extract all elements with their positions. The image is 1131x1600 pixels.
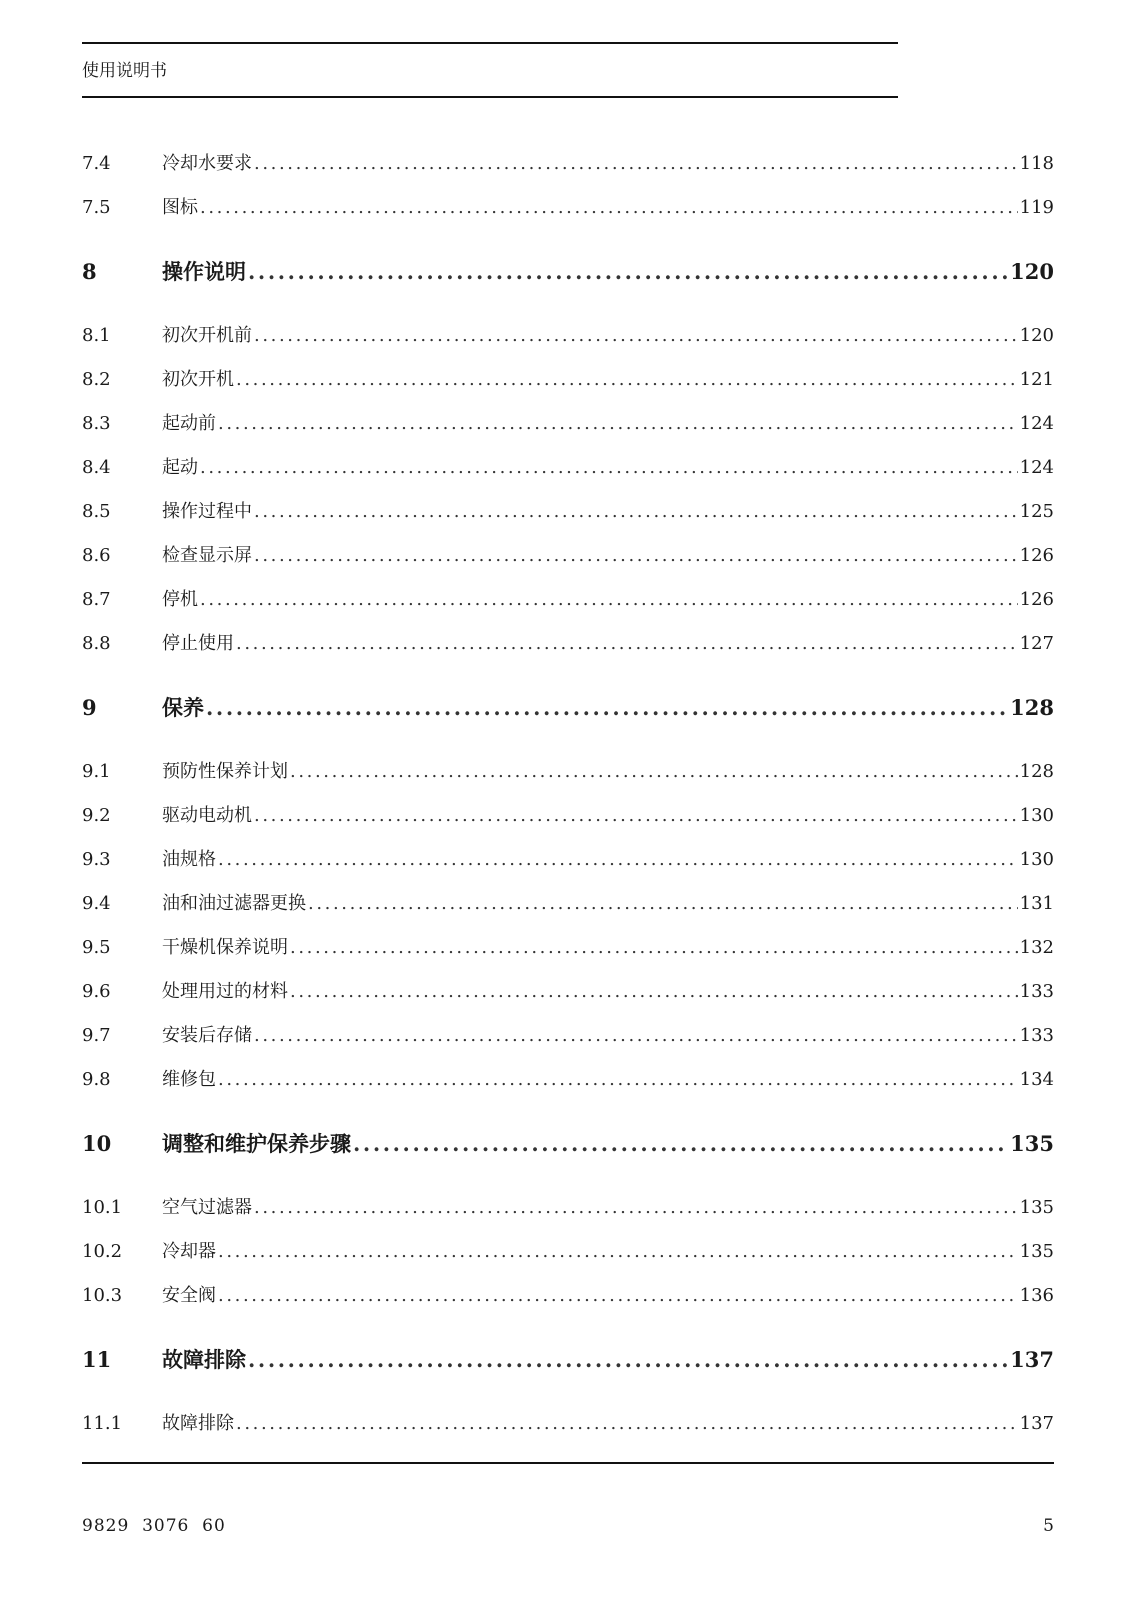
toc-entry-number: 9.2: [82, 805, 111, 826]
toc-dot-leader: [218, 1058, 1018, 1102]
toc-entry-number: 7.5: [82, 197, 111, 218]
toc-entry-title: 操作说明: [162, 259, 246, 284]
toc-entry-title: 安装后存储: [162, 1025, 252, 1046]
toc-entry-number: 10.2: [82, 1241, 123, 1262]
toc-entry-title: 冷却器: [162, 1241, 216, 1262]
toc-dot-leader: [218, 402, 1018, 446]
toc-dot-leader: [200, 186, 1018, 230]
toc-dot-leader: [254, 1186, 1018, 1230]
toc-section-row[interactable]: [82, 446, 1054, 490]
toc-section-row[interactable]: [82, 142, 1054, 186]
toc-dot-leader: [218, 838, 1018, 882]
toc-entry-number: 9.7: [82, 1025, 111, 1046]
toc-section-row[interactable]: [82, 1402, 1054, 1446]
toc-entry-title: 操作过程中: [162, 501, 252, 522]
toc-dot-leader: [218, 1274, 1018, 1318]
toc-entry-title: 检查显示屏: [162, 545, 252, 566]
toc-entry-number: 9.1: [82, 761, 111, 782]
toc-chapter-row[interactable]: [82, 240, 1054, 304]
toc-entry-number: 7.4: [82, 153, 111, 174]
toc-section-row[interactable]: [82, 1014, 1054, 1058]
toc-section-row[interactable]: [82, 1186, 1054, 1230]
toc-entry-page: 128: [1019, 761, 1054, 782]
toc-dot-leader: [206, 676, 1008, 740]
toc-dot-leader: [308, 882, 1018, 926]
toc-entry-number: 8.1: [82, 325, 111, 346]
toc-section-row[interactable]: [82, 402, 1054, 446]
toc-dot-leader: [353, 1112, 1008, 1176]
toc-entry-title: 维修包: [162, 1069, 216, 1090]
toc-entry-title: 调整和维护保养步骤: [162, 1131, 351, 1156]
toc-chapter-row[interactable]: [82, 1328, 1054, 1392]
toc-dot-leader: [290, 970, 1018, 1014]
toc-entry-title: 初次开机前: [162, 325, 252, 346]
toc-entry-page: 121: [1019, 369, 1054, 390]
toc-entry-number: 10: [82, 1131, 112, 1156]
toc-section-row[interactable]: [82, 882, 1054, 926]
toc-entry-number: 8.8: [82, 633, 111, 654]
toc-entry-number: 11.1: [82, 1413, 123, 1434]
toc-section-row[interactable]: [82, 578, 1054, 622]
page-number: 5: [1043, 1516, 1054, 1536]
toc-entry-number: 8.7: [82, 589, 111, 610]
toc-section-row[interactable]: [82, 314, 1054, 358]
header-title: 使用说明书: [82, 61, 167, 81]
toc-entry-page: 137: [1010, 1347, 1054, 1372]
toc-dot-leader: [254, 794, 1018, 838]
header-bottom-rule: [82, 96, 898, 98]
toc-entry-title: 处理用过的材料: [162, 981, 288, 1002]
toc-entry-page: 118: [1019, 153, 1054, 174]
toc-entry-page: 137: [1019, 1413, 1054, 1434]
toc-section-row[interactable]: [82, 534, 1054, 578]
header-top-rule: [82, 42, 898, 44]
toc-dot-leader: [200, 578, 1018, 622]
toc-entry-page: 130: [1019, 849, 1054, 870]
toc-entry-number: 9.5: [82, 937, 111, 958]
toc-entry-title: 故障排除: [162, 1413, 234, 1434]
toc-entry-title: 起动: [162, 457, 198, 478]
toc-entry-page: 120: [1010, 259, 1054, 284]
toc-dot-leader: [254, 314, 1018, 358]
toc-entry-page: 124: [1019, 457, 1054, 478]
toc-dot-leader: [290, 750, 1018, 794]
toc-entry-number: 9.3: [82, 849, 111, 870]
toc-entry-title: 油规格: [162, 849, 216, 870]
toc-entry-number: 8.6: [82, 545, 111, 566]
toc-dot-leader: [200, 446, 1018, 490]
toc-section-row[interactable]: [82, 358, 1054, 402]
toc-entry-page: 124: [1019, 413, 1054, 434]
toc-entry-page: 125: [1019, 501, 1054, 522]
toc-entry-title: 预防性保养计划: [162, 761, 288, 782]
footer-rule: [82, 1462, 1054, 1464]
toc-dot-leader: [248, 240, 1008, 304]
toc-entry-title: 故障排除: [162, 1347, 246, 1372]
toc-entry-page: 133: [1019, 1025, 1054, 1046]
toc-entry-number: 8.3: [82, 413, 111, 434]
toc-entry-number: 8.4: [82, 457, 111, 478]
toc-section-row[interactable]: [82, 1230, 1054, 1274]
toc-entry-title: 空气过滤器: [162, 1197, 252, 1218]
toc-entry-title: 停止使用: [162, 633, 234, 654]
toc-section-row[interactable]: [82, 926, 1054, 970]
toc-entry-number: 9.8: [82, 1069, 111, 1090]
toc-section-row[interactable]: [82, 186, 1054, 230]
toc-dot-leader: [254, 1014, 1018, 1058]
toc-dot-leader: [254, 534, 1018, 578]
toc-section-row[interactable]: [82, 1274, 1054, 1318]
toc-dot-leader: [236, 622, 1018, 666]
toc-entry-page: 136: [1019, 1285, 1054, 1306]
toc-entry-page: 126: [1019, 545, 1054, 566]
toc-entry-title: 初次开机: [162, 369, 234, 390]
toc-entry-page: 131: [1019, 893, 1054, 914]
toc-dot-leader: [236, 1402, 1018, 1446]
toc-section-row[interactable]: [82, 794, 1054, 838]
toc-entry-title: 保养: [162, 695, 204, 720]
toc-section-row[interactable]: [82, 970, 1054, 1014]
toc-entry-number: 10.3: [82, 1285, 123, 1306]
toc-entry-title: 驱动电动机: [162, 805, 252, 826]
toc-entry-number: 10.1: [82, 1197, 123, 1218]
toc-entry-page: 134: [1019, 1069, 1054, 1090]
toc-chapter-row[interactable]: [82, 1112, 1054, 1176]
toc-dot-leader: [248, 1328, 1008, 1392]
toc-dot-leader: [236, 358, 1018, 402]
toc-entry-page: 135: [1019, 1241, 1054, 1262]
toc-entry-title: 安全阀: [162, 1285, 216, 1306]
toc-entry-page: 132: [1019, 937, 1054, 958]
toc-entry-number: 8: [82, 259, 97, 284]
toc-entry-page: 133: [1019, 981, 1054, 1002]
toc-entry-page: 120: [1019, 325, 1054, 346]
toc-entry-page: 119: [1019, 197, 1054, 218]
toc-entry-title: 起动前: [162, 413, 216, 434]
toc-section-row[interactable]: [82, 750, 1054, 794]
toc-section-row[interactable]: [82, 622, 1054, 666]
toc-entry-page: 135: [1010, 1131, 1054, 1156]
toc-dot-leader: [254, 490, 1018, 534]
document-number: 9829 3076 60: [82, 1516, 226, 1536]
toc-chapter-row[interactable]: [82, 676, 1054, 740]
toc-entry-number: 9.6: [82, 981, 111, 1002]
toc-dot-leader: [290, 926, 1018, 970]
toc-section-row[interactable]: [82, 490, 1054, 534]
toc-entry-page: 127: [1019, 633, 1054, 654]
toc-entry-title: 冷却水要求: [162, 153, 252, 174]
toc-entry-page: 128: [1010, 695, 1054, 720]
toc-entry-number: 11: [82, 1347, 112, 1372]
toc-dot-leader: [254, 142, 1018, 186]
toc-entry-page: 126: [1019, 589, 1054, 610]
toc-entry-title: 干燥机保养说明: [162, 937, 288, 958]
table-of-contents: [82, 142, 1054, 1446]
toc-dot-leader: [218, 1230, 1018, 1274]
toc-entry-number: 9.4: [82, 893, 111, 914]
toc-section-row[interactable]: [82, 1058, 1054, 1102]
toc-entry-title: 油和油过滤器更换: [162, 893, 306, 914]
toc-entry-page: 130: [1019, 805, 1054, 826]
toc-entry-page: 135: [1019, 1197, 1054, 1218]
toc-entry-title: 图标: [162, 197, 198, 218]
toc-entry-number: 8.2: [82, 369, 111, 390]
toc-section-row[interactable]: [82, 838, 1054, 882]
toc-entry-number: 8.5: [82, 501, 111, 522]
toc-entry-number: 9: [82, 695, 97, 720]
toc-entry-title: 停机: [162, 589, 198, 610]
